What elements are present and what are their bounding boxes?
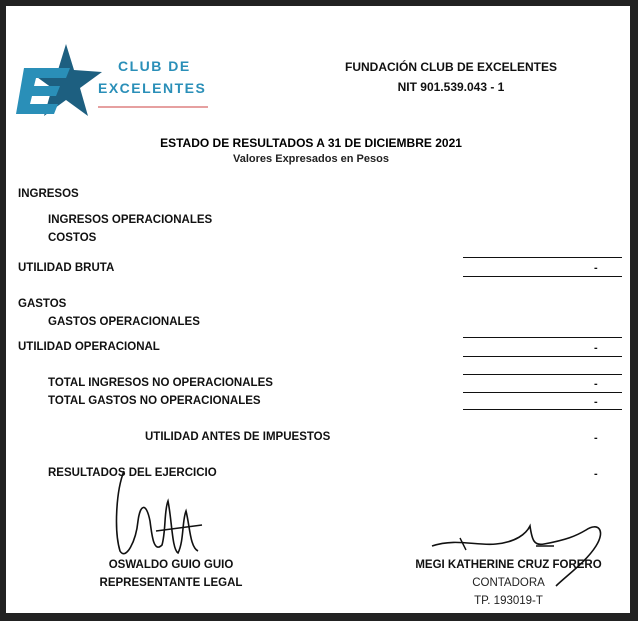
- label-utilidad-operacional: UTILIDAD OPERACIONAL: [18, 341, 160, 353]
- rule-top-utilidad-operacional: [463, 337, 622, 338]
- logo-text-line1: CLUB DE: [118, 58, 191, 74]
- label-total-gastos-no-op: TOTAL GASTOS NO OPERACIONALES: [48, 395, 261, 407]
- label-total-ingresos-no-op: TOTAL INGRESOS NO OPERACIONALES: [48, 377, 273, 389]
- legal-rep-role: REPRESENTANTE LEGAL: [99, 577, 243, 589]
- label-gastos: GASTOS: [18, 298, 67, 310]
- label-utilidad-bruta: UTILIDAD BRUTA: [18, 262, 115, 274]
- rule-top-utilidad-bruta: [463, 257, 622, 258]
- label-gastos-operacionales: GASTOS OPERACIONALES: [48, 316, 200, 328]
- value-total-gastos-no-op: -: [594, 396, 598, 408]
- logo-underline: [98, 106, 208, 108]
- value-utilidad-bruta: -: [594, 262, 598, 274]
- accountant-tp: TP. 193019-T: [474, 595, 543, 607]
- logo-text-line2: EXCELENTES: [98, 80, 207, 96]
- accountant-name: MEGI KATHERINE CRUZ FORERO: [415, 559, 602, 571]
- rule-top-ingresos-no-op: [463, 374, 622, 375]
- report-title: ESTADO DE RESULTADOS A 31 DE DICIEMBRE 2021: [160, 136, 462, 150]
- accountant-role: CONTADORA: [472, 577, 545, 589]
- label-costos: COSTOS: [48, 232, 97, 244]
- label-utilidad-antes-impuestos: UTILIDAD ANTES DE IMPUESTOS: [145, 431, 331, 443]
- value-total-ingresos-no-op: -: [594, 378, 598, 390]
- label-resultados-ejercicio: RESULTADOS DEL EJERCICIO: [48, 467, 217, 479]
- rule-middle-no-op: [463, 392, 622, 393]
- value-resultados-ejercicio: -: [594, 468, 598, 480]
- club-logo: [14, 42, 214, 122]
- value-utilidad-operacional: -: [594, 342, 598, 354]
- value-utilidad-antes-impuestos: -: [594, 432, 598, 444]
- organization-name: FUNDACIÓN CLUB DE EXCELENTES: [344, 60, 557, 74]
- rule-bottom-utilidad-bruta: [463, 276, 622, 277]
- rule-bottom-utilidad-operacional: [463, 356, 622, 357]
- label-ingresos: INGRESOS: [18, 188, 79, 200]
- document-page: [6, 6, 630, 613]
- legal-rep-name: OSWALDO GUIO GUIO: [108, 559, 234, 571]
- rule-bottom-gastos-no-op: [463, 409, 622, 410]
- report-subtitle: Valores Expresados en Pesos: [233, 153, 389, 165]
- legal-representative-signature: [106, 461, 216, 571]
- organization-nit: NIT 901.539.043 - 1: [397, 80, 505, 94]
- label-ingresos-operacionales: INGRESOS OPERACIONALES: [48, 214, 213, 226]
